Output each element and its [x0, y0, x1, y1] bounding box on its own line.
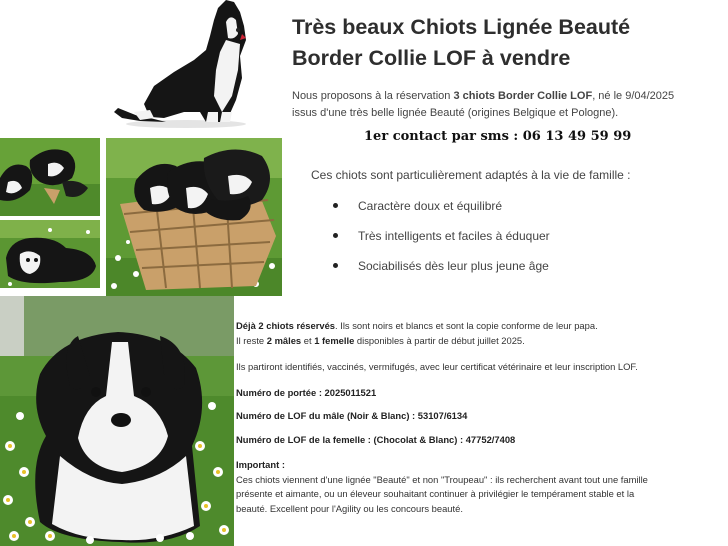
reserved-text: Il reste	[236, 334, 267, 346]
reserved-paragraph	[236, 319, 716, 348]
availability-text: disponibles à partir de début juillet 2025.	[354, 334, 525, 346]
puppy-in-daisies-photo	[0, 296, 234, 546]
reserved-highlight: Déjà 2 chiots réservés	[236, 320, 336, 331]
list-item: Sociabilisés dès leur plus jeune âge	[330, 256, 550, 286]
reserved-text: . Ils sont noirs et blancs et sont la copie conforme de leur papa.	[335, 320, 598, 331]
important-line-2: présente et aimante, ou un éleveur souhaitant continuer à privilégier le tempérament stable et la	[236, 488, 635, 499]
intro-line-2: issus d'une très belle lignée Beauté (origines Belgique et Pologne).	[292, 107, 619, 119]
title-line-2: Border Collie LOF à vendre	[292, 46, 571, 70]
title-line-1: Très beaux Chiots Lignée Beauté	[292, 15, 631, 39]
female-lof-number: Numéro de LOF de la femelle : (Chocolat & Blanc) : 47752/7408	[236, 434, 516, 445]
page-title	[292, 12, 630, 74]
important-section	[236, 458, 716, 516]
intro-text: Nous proposons à la réservation	[292, 90, 454, 102]
intro-highlight: 3 chiots Border Collie LOF	[453, 90, 593, 102]
males-count: 2 mâles	[266, 334, 302, 346]
puppy-lying-photo	[0, 220, 100, 288]
important-heading: Important :	[236, 459, 285, 470]
intro-birthdate: , né le 9/04/2025	[592, 90, 675, 102]
reserved-line-2	[236, 334, 716, 349]
family-heading: Ces chiots sont particulièrement adaptés à la vie de famille :	[311, 168, 631, 182]
reserved-text: et	[301, 334, 315, 346]
puppies-grass-photo	[0, 138, 100, 216]
intro-line-1	[292, 88, 712, 105]
intro-paragraph	[292, 88, 712, 122]
puppy-lying-icon	[0, 220, 100, 288]
departure-paragraph: Ils partiront identifiés, vaccinés, vermifugés, avec leur certificat vétérinaire et leur inscription LOF.	[236, 361, 638, 372]
important-line-3: beauté. Excellent pour l'Agility ou les concours beauté.	[236, 502, 463, 514]
puppies-basket-photo	[106, 138, 282, 296]
list-item: Très intelligents et faciles à éduquer	[330, 226, 550, 256]
females-count: 1 femelle	[314, 334, 355, 346]
adult-dog-photo	[110, 0, 260, 128]
male-lof-number: Numéro de LOF du mâle (Noir & Blanc) : 53107/6134	[236, 410, 468, 421]
puppies-in-basket-photo	[106, 138, 282, 296]
contact-sms: 1er contact par sms : 06 13 49 59 99	[364, 129, 632, 144]
litter-number: Numéro de portée : 2025011521	[236, 387, 377, 398]
family-bullet-list	[330, 196, 550, 286]
list-item: Caractère doux et équilibré	[330, 196, 550, 226]
reserved-line-1	[236, 319, 716, 334]
puppy-daisies-photo	[0, 296, 234, 546]
puppies-on-grass-photo	[0, 138, 100, 216]
adult-border-collie-photo	[110, 0, 260, 128]
important-line-1: Ces chiots viennent d'une lignée "Beauté" et non "Troupeau" : ils recherchent avant tout une famille	[236, 473, 648, 485]
